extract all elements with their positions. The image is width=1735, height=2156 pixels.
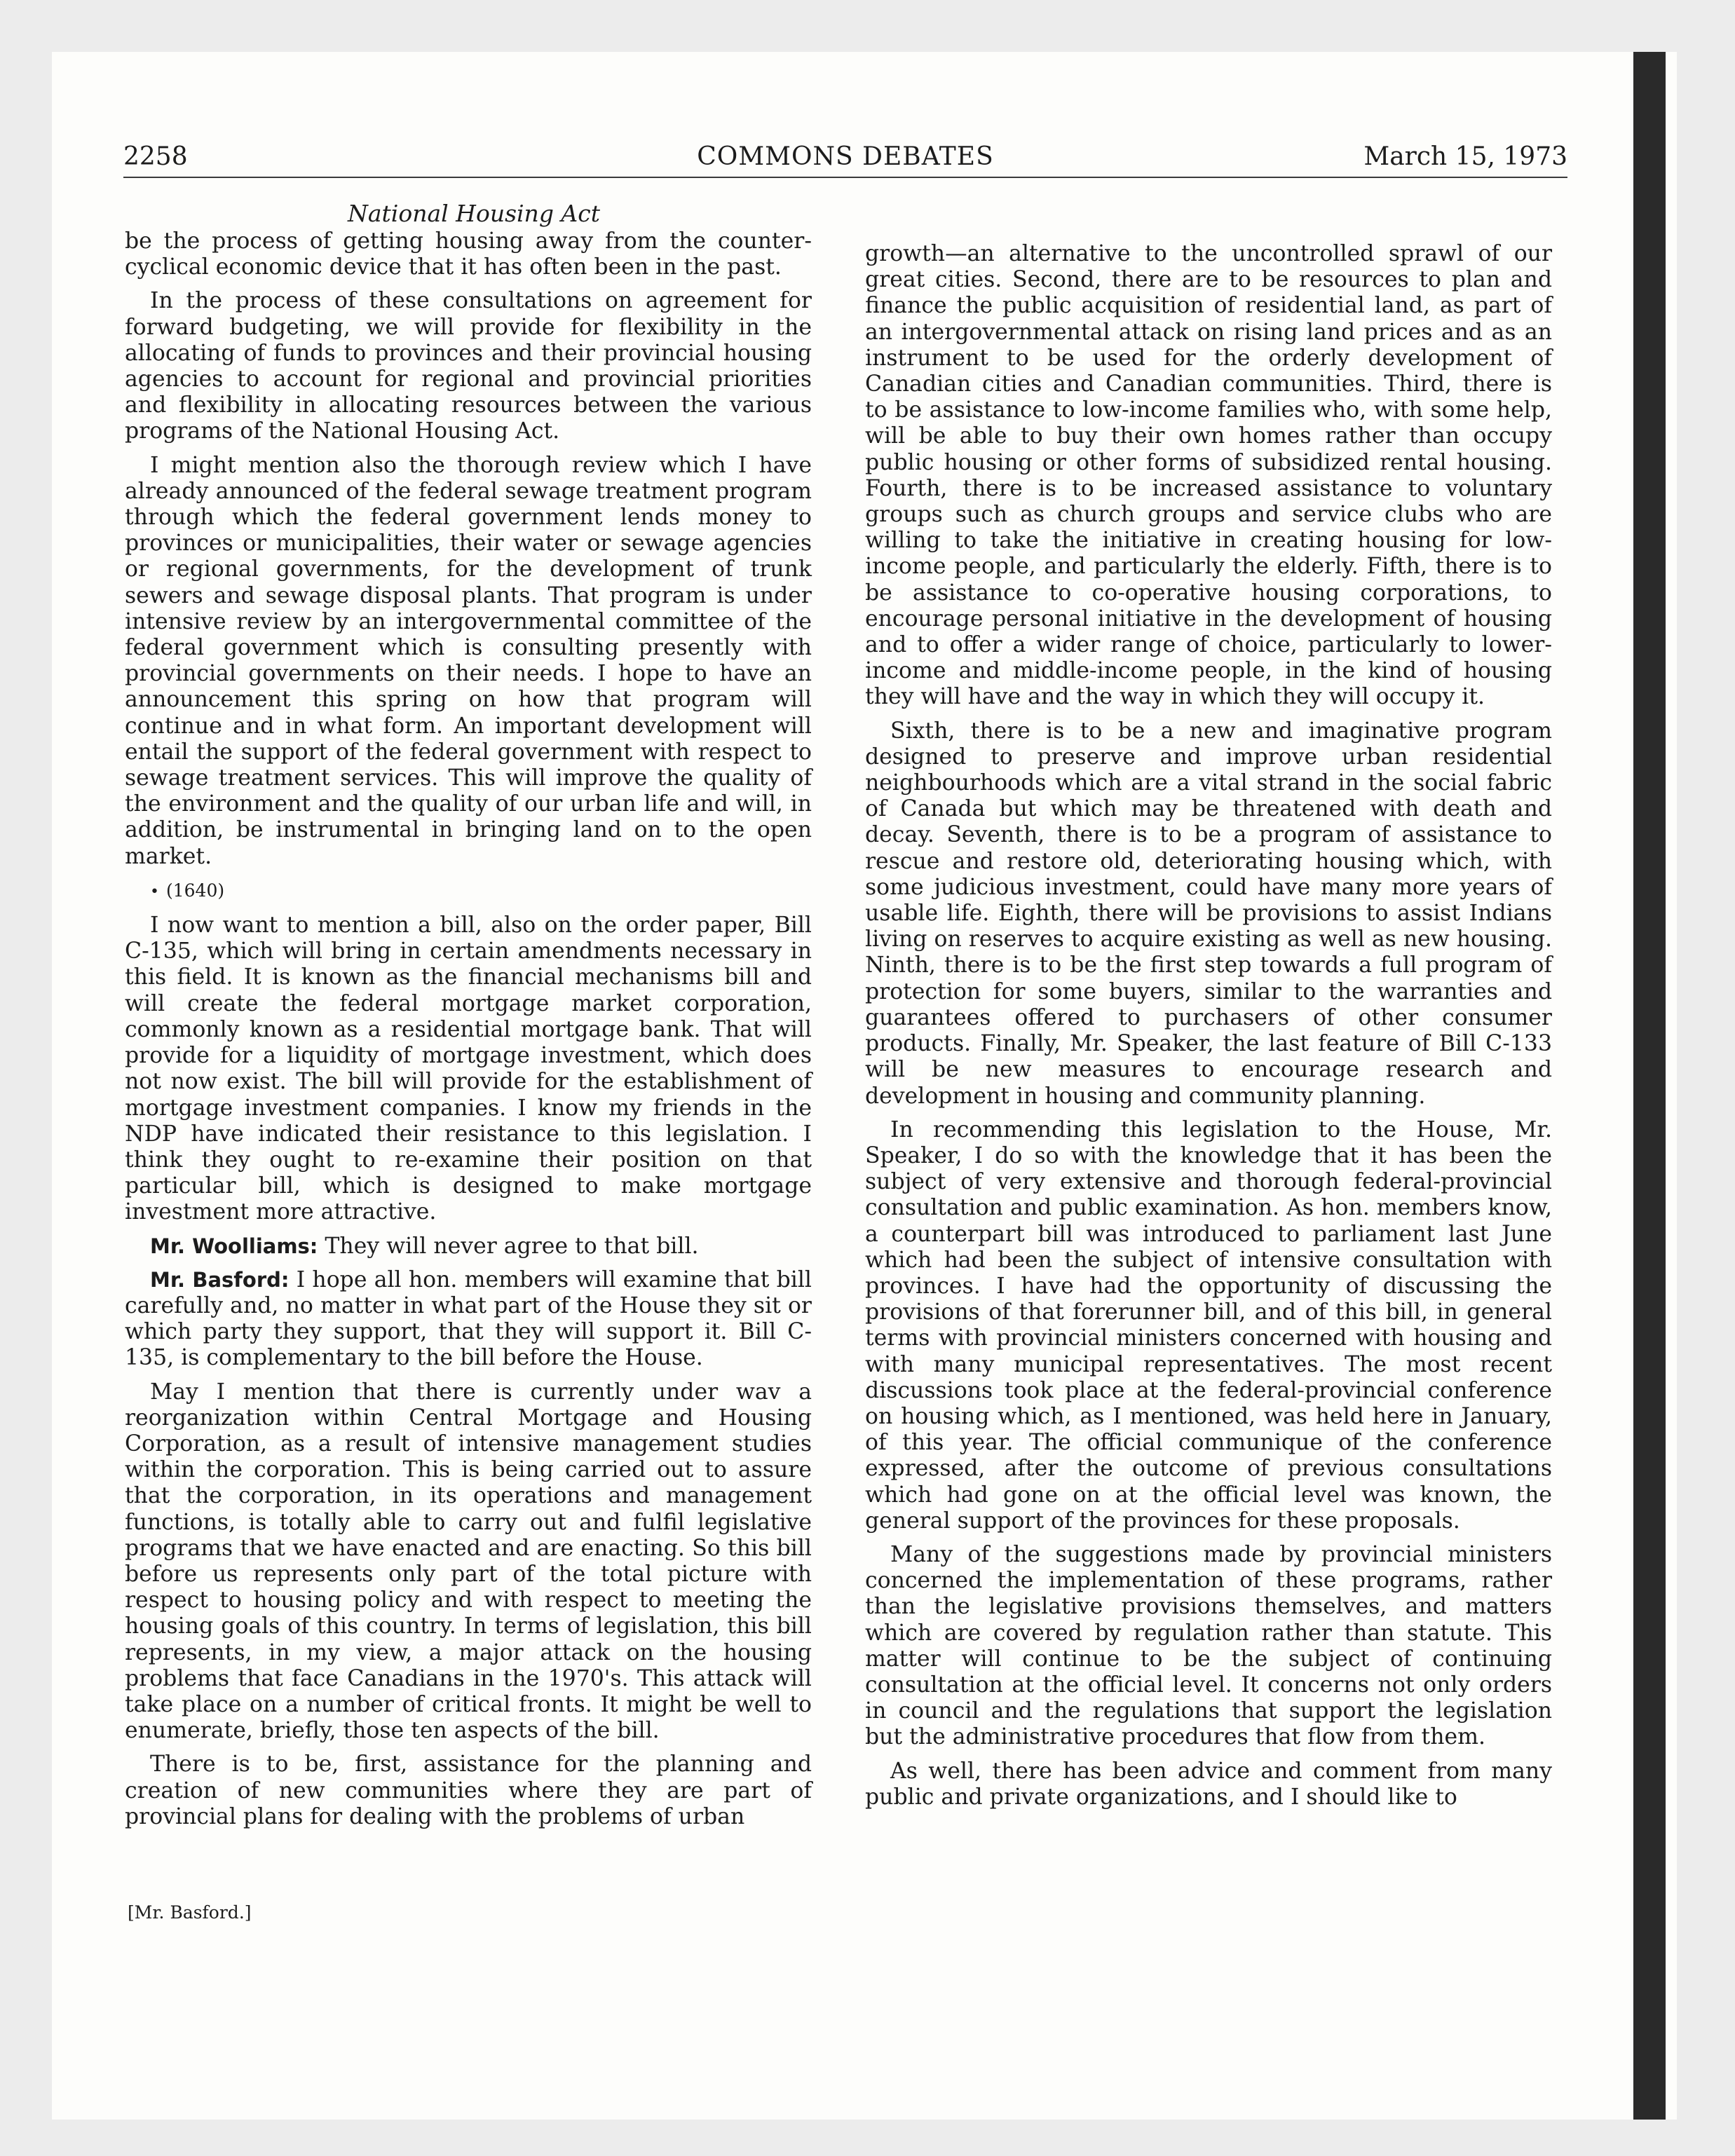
- journal-title: COMMONS DEBATES: [697, 142, 994, 171]
- page-number: 2258: [123, 142, 188, 171]
- timestamp-text: (1640): [165, 880, 225, 901]
- publication-date: March 15, 1973: [1363, 142, 1567, 171]
- paragraph: be the process of getting housing away from the counter-cyclical economic device that it has often been in the past.: [125, 228, 812, 280]
- section-title: National Housing Act: [347, 200, 601, 227]
- paragraph: In recommending this legislation to the House, Mr. Speaker, I do so with the knowledge that it has been the subject of very extensive and thorough federal-provincial consultation and public examination. As hon. members know, a counterpart bill was introduced to parliament last June which had been the subject of intensive consultation with provinces. I have had the opportunity of discussing the provisions of that forerunner bill, and of this bill, in general terms with provincial ministers concerned with housing and with many municipal representatives. The most recent discussions took place at the federal-provincial conference on housing which, as I mentioned, was held here in January, of this year. The official communique of the conference expressed, after the outcome of previous consultations which had gone on at the official level was known, the general support of the provinces for these proposals.: [865, 1117, 1552, 1534]
- paragraph: I might mention also the thorough review which I have already announced of the federal sewage treatment program through which the federal government lends money to provinces or municipalities, their water or sewage agencies or regional governments, for the development of trunk sewers and sewage disposal plants. That program is under intensive review by an intergovernmental committee of the federal government which is consulting presently with provincial governments on their needs. I hope to have an announcement this spring on how that program will continue and in what form. An important development will entail the support of the federal government with respect to sewage treatment services. This will improve the quality of the environment and the quality of our urban life and will, in addition, be instrumental in bringing land on to the open market.: [125, 452, 812, 869]
- paragraph: I now want to mention a bill, also on the order paper, Bill C-135, which will bring in certain amendments necessary in this field. It is known as the financial mechanisms bill and will create the federal mortgage market corporation, commonly known as a residential mortgage bank. That will provide for a liquidity of mortgage investment, which does not now exist. The bill will provide for the establishment of mortgage investment companies. I know my friends in the NDP have indicated their resistance to this legislation. I think they ought to re-examine their position on that particular bill, which is designed to make mortgage investment more attractive.: [125, 913, 812, 1225]
- timestamp: [125, 878, 812, 905]
- paragraph: Sixth, there is to be a new and imaginative program designed to preserve and improve urban residential neighbourhoods which are a vital strand in the social fabric of Canada but which may be threatened with death and decay. Seventh, there is to be a program of assistance to rescue and restore old, deteriorating housing which, with some judicious investment, could have many more years of usable life. Eighth, there will be provisions to assist Indians living on reserves to acquire existing as well as new housing. Ninth, there is to be the first step towards a full program of protection for some buyers, similar to the warranties and guarantees offered to purchasers of other consumer products. Finally, Mr. Speaker, the last feature of Bill C-133 will be new measures to encourage research and development in housing and community planning.: [865, 718, 1552, 1109]
- paragraph: In the process of these consultations on agreement for forward budgeting, we will provide for flexibility in the allocating of funds to provinces and their provincial housing agencies to account for regional and provincial priorities and flexibility in allocating resources between the various programs of the National Housing Act.: [125, 288, 812, 444]
- right-column: [865, 241, 1552, 1818]
- footer-speaker-note: [Mr. Basford.]: [128, 1902, 252, 1923]
- bullet-icon: •: [150, 882, 159, 901]
- speech: [125, 1267, 812, 1372]
- speaker-name: Mr. Woolliams:: [150, 1234, 318, 1258]
- paragraph: As well, there has been advice and comment from many public and private organizations, and I should like to: [865, 1758, 1552, 1810]
- speech-text: I hope all hon. members will examine that bill carefully and, no matter in what part of the House they sit or which party they support, that they will support it. Bill C-135, is complementary to the bill before the House.: [125, 1267, 812, 1371]
- paragraph: Many of the suggestions made by provincial ministers concerned the implementation of these programs, rather than the legislative provisions themselves, and matters which are covered by regulation rather than statute. This matter will continue to be the subject of continuing consultation at the official level. It concerns not only orders in council and the regulations that support the legislation but the administrative procedures that flow from them.: [865, 1541, 1552, 1750]
- page-header: [123, 137, 1567, 178]
- speech-text: They will never agree to that bill.: [325, 1233, 699, 1259]
- speech: [125, 1234, 812, 1260]
- paragraph: May I mention that there is currently under wav a reorganization within Central Mortgage and Housing Corporation, as a result of intensive management studies within the corporation. This is being carried out to assure that the corporation, in its operations and management functions, is totally able to carry out and fulfil legislative programs that we have enacted and are enacting. So this bill before us represents only part of the total picture with respect to housing policy and with respect to meeting the housing goals of this country. In terms of legislation, this bill represents, in my view, a major attack on the housing problems that face Canadians in the 1970's. This attack will take place on a number of critical fronts. It might be well to enumerate, briefly, those ten aspects of the bill.: [125, 1379, 812, 1744]
- paragraph: growth—an alternative to the uncontrolled sprawl of our great cities. Second, there are to be resources to plan and finance the public acquisition of residential land, as part of an intergovernmental attack on rising land prices and as an instrument to be used for the orderly development of Canadian cities and Canadian communities. Third, there is to be assistance to low-income families who, with some help, will be able to buy their own homes rather than occupy public housing or other forms of subsidized rental housing. Fourth, there is to be increased assistance to voluntary groups such as church groups and service clubs who are willing to take the initiative in creating housing for low-income people, and particularly the elderly. Fifth, there is to be assistance to co-operative housing corporations, to encourage personal initiative in the development of housing and to offer a wider range of choice, particularly to lower-income and middle-income people, in the kind of housing they will have and the way in which they will occupy it.: [865, 241, 1552, 710]
- left-column: [125, 228, 812, 1838]
- speaker-name: Mr. Basford:: [150, 1267, 290, 1292]
- paragraph: There is to be, first, assistance for the planning and creation of new communities where they are part of provincial plans for dealing with the problems of urban: [125, 1752, 812, 1829]
- scan-edge-shadow: [1633, 52, 1666, 2120]
